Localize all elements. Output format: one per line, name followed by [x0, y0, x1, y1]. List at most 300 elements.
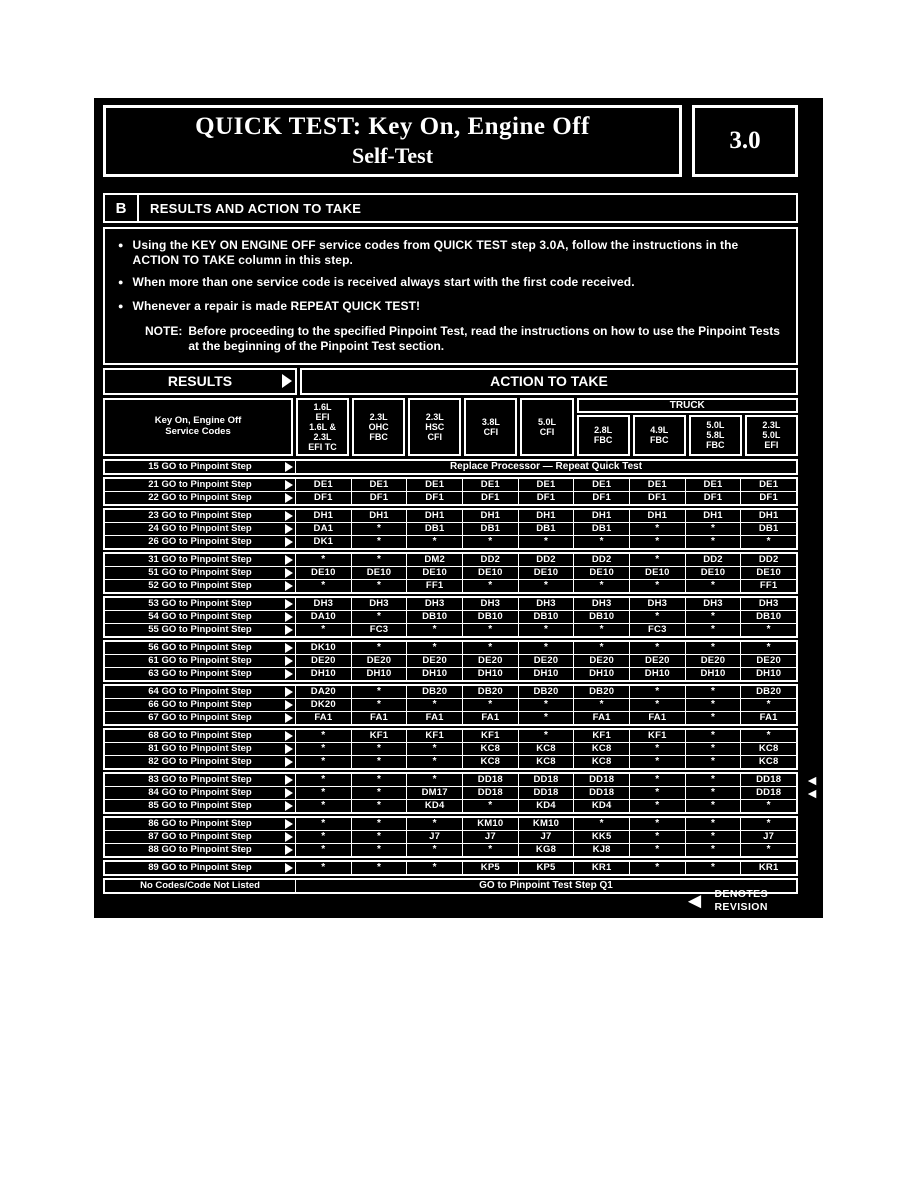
code-cell: DF1 — [685, 492, 741, 504]
right-triangle-icon — [285, 687, 293, 697]
table-row — [105, 755, 796, 768]
code-cell: KC8 — [573, 756, 629, 768]
footnote-line1: DENOTES — [714, 887, 768, 900]
row-label — [105, 668, 295, 680]
code-cell: DM17 — [406, 787, 462, 799]
code-cell: DH1 — [740, 510, 796, 522]
code-cell: DA1 — [295, 523, 351, 535]
code-cell: DF1 — [740, 492, 796, 504]
code-cell: * — [351, 774, 407, 786]
code-cell: * — [351, 611, 407, 623]
row-label-text: 21 GO to Pinpoint Step — [148, 479, 252, 491]
note — [145, 324, 786, 354]
table-group — [103, 771, 819, 814]
code-cell: * — [629, 787, 685, 799]
column-header-line: EFI — [315, 411, 330, 422]
row-label — [105, 818, 295, 830]
table-row — [105, 830, 796, 843]
code-cell: DF1 — [573, 492, 629, 504]
code-cell: * — [351, 862, 407, 874]
code-cell: DE20 — [518, 655, 574, 667]
right-triangle-icon — [285, 568, 293, 578]
code-cell: DH10 — [629, 668, 685, 680]
table-row — [105, 623, 796, 636]
truck-column-header — [633, 415, 686, 456]
row-header-line1: Key On, Engine Off — [154, 415, 242, 427]
row-label-text: 24 GO to Pinpoint Step — [148, 523, 252, 535]
code-cell: DH3 — [740, 598, 796, 610]
code-cell: DH3 — [462, 598, 518, 610]
code-cell: DE10 — [295, 567, 351, 579]
code-cell: * — [518, 624, 574, 636]
row-label — [105, 730, 295, 742]
right-triangle-icon — [285, 555, 293, 565]
code-cell: * — [629, 580, 685, 592]
row-label — [105, 479, 295, 491]
code-cell: DH10 — [518, 668, 574, 680]
table-row — [105, 522, 796, 535]
row-label-text: 82 GO to Pinpoint Step — [148, 756, 252, 768]
code-cell: * — [685, 712, 741, 724]
row-label — [105, 743, 295, 755]
code-cell: FA1 — [351, 712, 407, 724]
code-cell: FA1 — [740, 712, 796, 724]
code-cell: * — [573, 699, 629, 711]
code-cell: DE1 — [573, 479, 629, 491]
code-cell: * — [740, 642, 796, 654]
code-cell: DE1 — [295, 479, 351, 491]
row-label-text: 51 GO to Pinpoint Step — [148, 567, 252, 579]
table-group — [103, 552, 798, 594]
code-cell: * — [740, 624, 796, 636]
row-label-text: 31 GO to Pinpoint Step — [148, 554, 252, 566]
row-label — [105, 831, 295, 843]
code-cell: * — [518, 699, 574, 711]
results-action-header — [103, 368, 798, 395]
bullet-text: Using the KEY ON ENGINE OFF service codes from QUICK TEST step 3.0A, follow the instructions in the ACTION TO TAKE column in this step. — [132, 238, 739, 267]
column-header-line: 5.0L — [706, 420, 725, 431]
row-label — [105, 580, 295, 592]
revision-footnote — [684, 888, 768, 914]
code-cell: DH10 — [685, 668, 741, 680]
bullet-icon: ● — [118, 240, 124, 250]
footnote-text — [714, 888, 768, 914]
table-row — [105, 818, 796, 830]
row-label-text: 67 GO to Pinpoint Step — [148, 712, 252, 724]
table-row — [105, 730, 796, 742]
right-triangle-icon — [285, 819, 293, 829]
code-cell: * — [740, 536, 796, 548]
code-cell: DE20 — [406, 655, 462, 667]
right-triangle-icon — [285, 612, 293, 622]
code-cell: DB1 — [406, 523, 462, 535]
right-triangle-icon — [285, 599, 293, 609]
code-cell: * — [740, 800, 796, 812]
table-row — [105, 667, 796, 680]
code-cell: DB10 — [740, 611, 796, 623]
code-cell: DE10 — [629, 567, 685, 579]
right-triangle-icon — [285, 788, 293, 798]
column-header-row — [103, 398, 798, 456]
row-label — [105, 554, 295, 566]
code-cell: DH3 — [295, 598, 351, 610]
code-cell: KR1 — [573, 862, 629, 874]
table-row — [105, 579, 796, 592]
code-cell: * — [518, 712, 574, 724]
code-cell: * — [351, 800, 407, 812]
column-header-cell — [520, 398, 573, 456]
note-label: NOTE: — [145, 323, 183, 338]
revision-arrow-icon: ◄ — [805, 771, 819, 788]
table-row — [105, 742, 796, 755]
row-label-text: 64 GO to Pinpoint Step — [148, 686, 252, 698]
code-cell: DB10 — [406, 611, 462, 623]
row-label-text: No Codes/Code Not Listed — [140, 880, 260, 892]
code-cell: * — [295, 624, 351, 636]
column-header-line: CFI — [539, 426, 555, 437]
code-cell: KK5 — [573, 831, 629, 843]
column-header-line: HSC — [425, 421, 445, 432]
code-cell: DD18 — [573, 787, 629, 799]
code-cell: * — [518, 536, 574, 548]
column-header-line: EFI — [764, 440, 779, 451]
row-label-text: 56 GO to Pinpoint Step — [148, 642, 252, 654]
code-cell: DE10 — [462, 567, 518, 579]
column-header-line: FBC — [593, 435, 613, 446]
code-cell: KC8 — [462, 756, 518, 768]
code-cell: * — [295, 844, 351, 856]
row-label-text: 63 GO to Pinpoint Step — [148, 668, 252, 680]
code-cell: * — [351, 844, 407, 856]
code-cell: KD4 — [573, 800, 629, 812]
row-label — [105, 611, 295, 623]
column-header-line: 5.8L — [706, 430, 725, 441]
code-cell: KC8 — [740, 756, 796, 768]
instruction-bullets — [118, 238, 786, 314]
code-cell: DB1 — [573, 523, 629, 535]
page-subtitle: Self-Test — [351, 143, 434, 168]
row-label — [105, 787, 295, 799]
code-cell: * — [462, 844, 518, 856]
column-header-line: 2.3L — [425, 411, 444, 422]
code-cell: DB20 — [740, 686, 796, 698]
column-header-line: OHC — [368, 421, 389, 432]
code-cell: * — [685, 831, 741, 843]
instruction-bullet — [118, 299, 786, 314]
row-label — [105, 712, 295, 724]
code-cell: FC3 — [629, 624, 685, 636]
code-cell: * — [629, 756, 685, 768]
code-cell: FA1 — [406, 712, 462, 724]
code-cell: DH3 — [406, 598, 462, 610]
code-cell: * — [573, 624, 629, 636]
row-label-text: 66 GO to Pinpoint Step — [148, 699, 252, 711]
row-label-text: 88 GO to Pinpoint Step — [148, 844, 252, 856]
code-cell: * — [685, 774, 741, 786]
code-cell: * — [351, 642, 407, 654]
row-label-text: 68 GO to Pinpoint Step — [148, 730, 252, 742]
code-cell: * — [629, 536, 685, 548]
table-row — [105, 461, 796, 473]
code-cell: * — [406, 699, 462, 711]
code-cell: * — [629, 818, 685, 830]
code-cell: DF1 — [295, 492, 351, 504]
code-cell: DE20 — [462, 655, 518, 667]
code-cell: DK20 — [295, 699, 351, 711]
code-cell: DD2 — [740, 554, 796, 566]
code-cell: * — [406, 844, 462, 856]
code-cell: KF1 — [573, 730, 629, 742]
table-row — [105, 799, 796, 812]
code-cell: DB10 — [518, 611, 574, 623]
code-cell: DH3 — [685, 598, 741, 610]
footnote-line2: REVISION — [714, 900, 768, 913]
code-cell: * — [406, 743, 462, 755]
code-cell: * — [685, 699, 741, 711]
code-cell: KC8 — [462, 743, 518, 755]
code-cell: DF1 — [518, 492, 574, 504]
row-label — [105, 461, 295, 473]
code-cell: * — [629, 743, 685, 755]
column-header-line: 3.8L — [481, 416, 500, 427]
code-cell: KP5 — [518, 862, 574, 874]
code-cell: DD2 — [462, 554, 518, 566]
right-triangle-icon — [285, 537, 293, 547]
code-cell: * — [462, 699, 518, 711]
code-cell: KF1 — [406, 730, 462, 742]
code-cell: DE20 — [740, 655, 796, 667]
code-cell: DH10 — [351, 668, 407, 680]
code-cell: * — [295, 862, 351, 874]
right-triangle-icon — [285, 643, 293, 653]
code-cell: DE1 — [629, 479, 685, 491]
code-cell: * — [295, 554, 351, 566]
code-cell: * — [295, 774, 351, 786]
table-row — [105, 510, 796, 522]
code-cell: * — [629, 554, 685, 566]
right-triangle-icon — [285, 801, 293, 811]
right-triangle-icon — [285, 744, 293, 754]
code-cell: * — [295, 787, 351, 799]
code-cell: DB20 — [406, 686, 462, 698]
right-triangle-icon — [282, 374, 292, 388]
table-row — [105, 843, 796, 856]
row-label — [105, 880, 295, 892]
truck-column-header — [689, 415, 742, 456]
row-label-text: 53 GO to Pinpoint Step — [148, 598, 252, 610]
code-cell: DF1 — [629, 492, 685, 504]
code-cell: DE20 — [629, 655, 685, 667]
code-cell: * — [685, 580, 741, 592]
bullet-text: When more than one service code is received always start with the first code received. — [132, 275, 635, 290]
row-label — [105, 844, 295, 856]
table-row — [105, 642, 796, 654]
action-label: ACTION TO TAKE — [490, 373, 608, 390]
code-cell: DE10 — [573, 567, 629, 579]
code-cell: DE1 — [351, 479, 407, 491]
column-header-cell — [464, 398, 517, 456]
column-header-line: FBC — [649, 435, 669, 446]
code-cell: DH1 — [406, 510, 462, 522]
code-cell: * — [518, 580, 574, 592]
code-cell: DE20 — [573, 655, 629, 667]
column-header-line: 2.3L — [369, 411, 388, 422]
bullet-icon: ● — [118, 300, 124, 311]
code-cell: * — [629, 686, 685, 698]
bullet-icon: ● — [118, 277, 124, 288]
code-cell: * — [740, 844, 796, 856]
table-row — [105, 566, 796, 579]
left-arrow-icon: ◄ — [683, 887, 706, 913]
title-box — [103, 105, 682, 177]
code-cell: KM10 — [462, 818, 518, 830]
code-cell: KF1 — [629, 730, 685, 742]
row-label-text: 81 GO to Pinpoint Step — [148, 743, 252, 755]
code-cell: DH1 — [573, 510, 629, 522]
right-triangle-icon — [285, 511, 293, 521]
code-cell: * — [351, 536, 407, 548]
code-cell: * — [685, 800, 741, 812]
code-cell: * — [685, 730, 741, 742]
code-cell: FA1 — [629, 712, 685, 724]
code-cell: DE20 — [685, 655, 741, 667]
code-cell: DE20 — [295, 655, 351, 667]
step-header-box — [103, 193, 798, 223]
table-group — [103, 816, 798, 858]
code-cell: * — [295, 730, 351, 742]
code-cell: FA1 — [462, 712, 518, 724]
code-cell: * — [740, 730, 796, 742]
row-label — [105, 510, 295, 522]
code-cell: DF1 — [462, 492, 518, 504]
code-cell: * — [351, 743, 407, 755]
code-cell: * — [406, 624, 462, 636]
code-cell: * — [629, 642, 685, 654]
code-cell: DH10 — [573, 668, 629, 680]
right-triangle-icon — [285, 832, 293, 842]
page-content — [103, 105, 819, 896]
title-row — [103, 105, 798, 177]
code-cell: KD4 — [406, 800, 462, 812]
right-triangle-icon — [285, 480, 293, 490]
code-cell: KG8 — [518, 844, 574, 856]
code-cell: * — [685, 787, 741, 799]
code-cell: DH10 — [406, 668, 462, 680]
code-cell: * — [351, 580, 407, 592]
code-cell: * — [685, 611, 741, 623]
code-cell: DH3 — [573, 598, 629, 610]
column-header-line: FBC — [706, 440, 725, 451]
column-header-line: 1.6L — [313, 401, 332, 412]
code-cell: DH1 — [462, 510, 518, 522]
code-cell: DD18 — [573, 774, 629, 786]
code-cell: DE1 — [406, 479, 462, 491]
code-cell: * — [462, 642, 518, 654]
column-header-line: 5.0L — [537, 416, 556, 427]
code-cell: J7 — [462, 831, 518, 843]
table-group — [103, 459, 798, 475]
section-number-box — [692, 105, 798, 177]
code-cell: * — [406, 862, 462, 874]
span-cell: GO to Pinpoint Test Step Q1 — [295, 880, 796, 892]
code-cell: DM2 — [406, 554, 462, 566]
right-triangle-icon — [285, 845, 293, 855]
code-cell: J7 — [518, 831, 574, 843]
code-cell: * — [406, 536, 462, 548]
row-label-text: 84 GO to Pinpoint Step — [148, 787, 252, 799]
code-cell: * — [351, 686, 407, 698]
code-cell: DD18 — [740, 774, 796, 786]
row-label-text: 55 GO to Pinpoint Step — [148, 624, 252, 636]
code-cell: DH10 — [462, 668, 518, 680]
right-triangle-icon — [285, 524, 293, 534]
row-label — [105, 492, 295, 504]
code-cell: DH10 — [295, 668, 351, 680]
code-cell: * — [295, 800, 351, 812]
right-triangle-icon — [285, 863, 293, 873]
row-label — [105, 756, 295, 768]
code-cell: DE10 — [406, 567, 462, 579]
code-cell: * — [629, 699, 685, 711]
code-cell: * — [685, 818, 741, 830]
table-row — [105, 654, 796, 667]
table-group — [103, 477, 798, 506]
code-cell: DF1 — [406, 492, 462, 504]
code-cell: DE1 — [740, 479, 796, 491]
span-cell: Replace Processor — Repeat Quick Test — [295, 461, 796, 473]
table-group — [103, 508, 798, 550]
row-label-text: 83 GO to Pinpoint Step — [148, 774, 252, 786]
instruction-bullet — [118, 238, 786, 267]
code-cell: * — [685, 844, 741, 856]
code-cell: KC8 — [573, 743, 629, 755]
code-cell: * — [351, 523, 407, 535]
code-cell: KC8 — [740, 743, 796, 755]
code-cell: DE1 — [685, 479, 741, 491]
code-cell: * — [629, 611, 685, 623]
row-header-cell — [103, 398, 293, 456]
code-cell: KP5 — [462, 862, 518, 874]
step-letter: B — [105, 195, 139, 221]
table-row — [105, 598, 796, 610]
code-cell: * — [462, 536, 518, 548]
code-cell: * — [295, 818, 351, 830]
column-header-line: FBC — [369, 431, 388, 442]
column-header-line: 1.6L & — [309, 421, 336, 432]
row-label-text: 86 GO to Pinpoint Step — [148, 818, 252, 830]
code-cell: * — [629, 844, 685, 856]
row-label-text: 15 GO to Pinpoint Step — [148, 461, 252, 473]
table-row — [105, 862, 796, 874]
row-label-text: 85 GO to Pinpoint Step — [148, 800, 252, 812]
truck-column-header — [745, 415, 798, 456]
code-cell: DK1 — [295, 536, 351, 548]
code-cell: * — [685, 536, 741, 548]
right-triangle-icon — [285, 669, 293, 679]
code-cell: DB10 — [573, 611, 629, 623]
code-cell: * — [351, 554, 407, 566]
note-text: Before proceeding to the specified Pinpoint Test, read the instructions on how to use the Pinpoint Tests at the beginning of the Pinpoint Test section. — [188, 323, 780, 353]
code-cell: DB20 — [573, 686, 629, 698]
action-header-cell — [300, 368, 798, 395]
page-title: QUICK TEST: Key On, Engine Off — [195, 113, 590, 140]
code-cell: DE1 — [462, 479, 518, 491]
code-cell: * — [629, 862, 685, 874]
code-cell: * — [685, 642, 741, 654]
row-label-text: 52 GO to Pinpoint Step — [148, 580, 252, 592]
code-cell: KD4 — [518, 800, 574, 812]
section-number: 3.0 — [729, 127, 761, 154]
